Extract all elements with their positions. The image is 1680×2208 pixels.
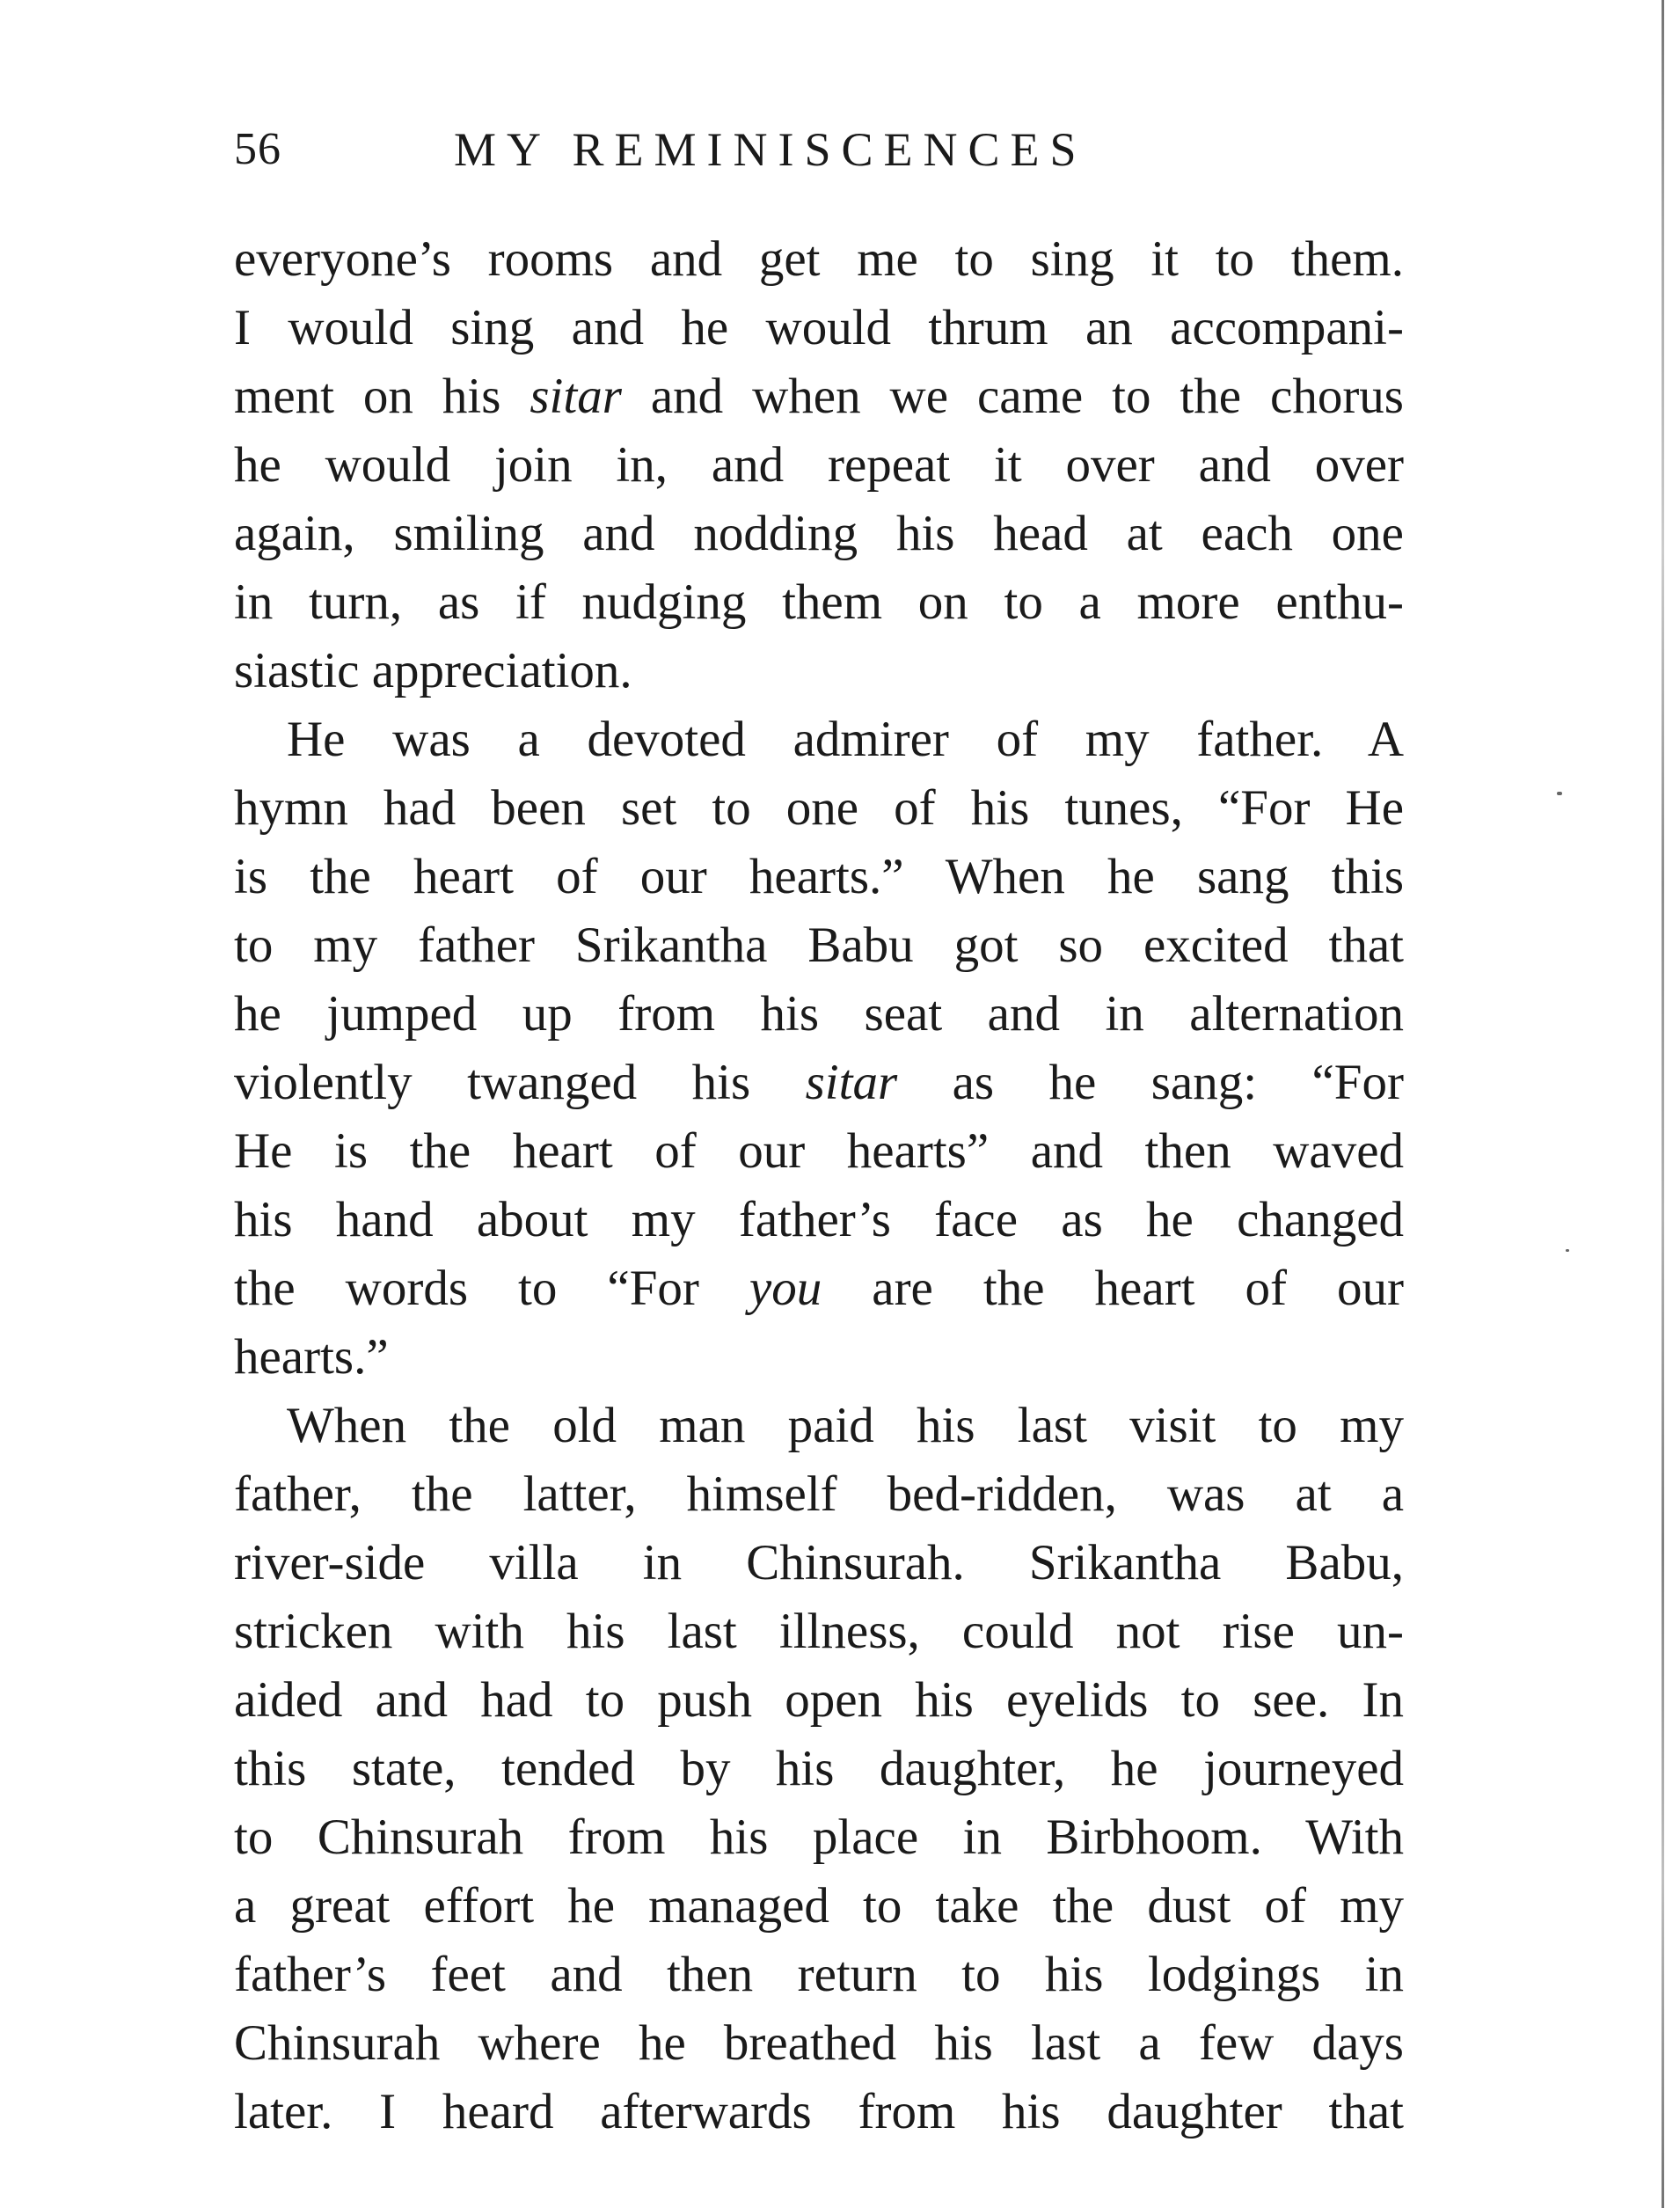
text-line [234,2078,1404,2146]
running-head [234,114,1404,185]
text-run: river-side villa in Chinsurah. Srikantha Babu, [234,1535,1404,1590]
text-run: When the old man paid his last visit to my [287,1398,1404,1453]
text-line [234,706,1404,774]
paragraph [234,225,1404,706]
page-number: 56 [234,124,281,174]
text-run: a great effort he managed to take the dust of my [234,1878,1404,1934]
running-title: MY REMINISCENCES [454,123,1087,176]
text-run: as he sang: “For [897,1055,1404,1110]
text-run: I would sing and he would thrum an accompani- [234,300,1404,355]
text-run: he jumped up from his seat and in alternation [234,986,1404,1042]
text-run: everyone’s rooms and get me to sing it to them. [234,231,1404,287]
text-line [234,500,1404,568]
text-line [234,1735,1404,1803]
text-line [234,1392,1404,1460]
text-run: Chinsurah where he breathed his last a few days [234,2015,1404,2071]
text-line [234,568,1404,637]
text-line [234,980,1404,1049]
text-run: he would join in, and repeat it over and over [234,437,1404,493]
text-line [234,1186,1404,1254]
page-edge-shadow [1662,0,1664,2208]
text-line [234,1117,1404,1186]
text-line [234,431,1404,500]
text-line [234,294,1404,362]
paragraph [234,1392,1404,2146]
text-run: ment on his [234,369,530,424]
text-line [234,2009,1404,2078]
text-run: is the heart of our hearts.” When he sang this [234,849,1404,904]
text-line [234,774,1404,843]
text-run: He was a devoted admirer of my father. A [287,712,1404,767]
text-line [234,1941,1404,2009]
text-run: hearts.” [234,1329,389,1385]
italic-word: sitar [805,1055,898,1110]
text-run: the words to “For [234,1261,749,1316]
text-line [234,1460,1404,1529]
text-run: to Chinsurah from his place in Birbhoom. With [234,1810,1404,1865]
text-run: father, the latter, himself bed-ridden, was at a [234,1466,1404,1522]
text-run: this state, tended by his daughter, he journeyed [234,1741,1404,1796]
text-run: are the heart of our [822,1261,1404,1316]
text-run: siastic appreciation. [234,643,632,698]
text-run: again, smiling and nodding his head at each one [234,506,1404,561]
text-line [234,637,1404,706]
text-line [234,843,1404,911]
text-line [234,911,1404,980]
text-run: stricken with his last illness, could not rise un- [234,1604,1404,1659]
text-line [234,1598,1404,1666]
text-run: and when we came to the chorus [621,369,1404,424]
scan-speck [1557,792,1562,795]
text-run: hymn had been set to one of his tunes, “For He [234,780,1404,836]
text-run: violently twanged his [234,1055,806,1110]
text-run: aided and had to push open his eyelids to see. In [234,1672,1404,1728]
italic-word: you [749,1261,822,1316]
text-run: his hand about my father’s face as he changed [234,1192,1404,1247]
text-line [234,1254,1404,1323]
text-run: father’s feet and then return to his lodgings in [234,1947,1404,2002]
text-run: later. I heard afterwards from his daughter that [234,2084,1404,2139]
text-line [234,225,1404,294]
scan-speck [1566,1249,1569,1252]
italic-word: sitar [530,369,622,424]
text-line [234,1529,1404,1598]
text-line [234,1049,1404,1117]
text-line [234,1323,1404,1392]
text-line [234,362,1404,431]
text-line [234,1803,1404,1872]
text-run: to my father Srikantha Babu got so excited that [234,918,1404,973]
paragraph [234,706,1404,1392]
text-run: in turn, as if nudging them on to a more enthu- [234,574,1404,630]
text-line [234,1666,1404,1735]
text-run: He is the heart of our hearts” and then waved [234,1123,1404,1179]
body-text [234,225,1404,2146]
text-line [234,1872,1404,1941]
